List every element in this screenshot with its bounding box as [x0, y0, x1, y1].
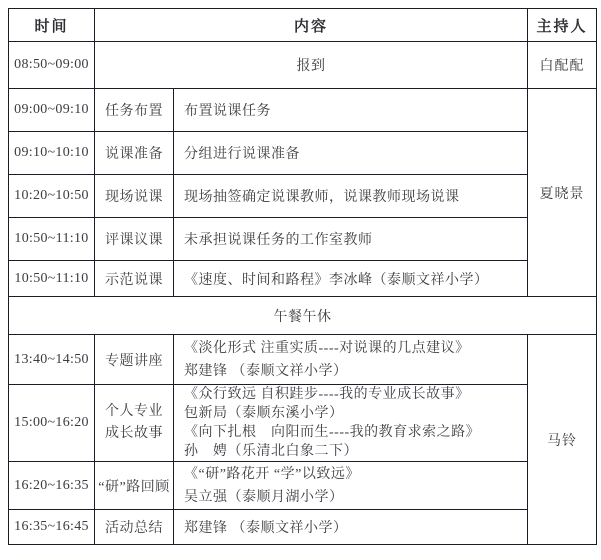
row-activity-summary	[9, 510, 597, 545]
row-demo-presentation	[9, 261, 597, 297]
header-time: 时间	[9, 9, 95, 42]
row-keynote-lecture	[9, 335, 597, 385]
time-cell: 09:10~10:10	[9, 132, 95, 175]
content-cell	[174, 385, 528, 462]
time-cell: 16:35~16:45	[9, 510, 95, 545]
content-cell: 《速度、时间和路程》李冰峰（泰顺文祥小学）	[174, 261, 528, 297]
content-cell	[174, 335, 528, 385]
lunch-cell: 午餐午休	[9, 297, 597, 335]
header-content: 内容	[95, 9, 528, 42]
time-cell: 09:00~09:10	[9, 89, 95, 132]
session-title-cell	[95, 385, 174, 462]
content-cell: 郑建锋 （泰顺文祥小学）	[174, 510, 528, 545]
session-title-cell: 专题讲座	[95, 335, 174, 385]
row-research-recap	[9, 462, 597, 510]
session-title-cell: 示范说课	[95, 261, 174, 297]
content-line: 吴立强（泰顺月湖小学）	[184, 489, 344, 505]
session-title-cell: “研”路回顾	[95, 462, 174, 510]
session-title-line: 成长故事	[105, 426, 163, 441]
host-cell: 夏晓景	[528, 89, 597, 297]
header-host: 主持人	[528, 9, 597, 42]
content-cell: 现场抽签确定说课教师，说课教师现场说课	[174, 175, 528, 218]
content-line: 《向下扎根 向阳而生----我的教育求索之路》	[184, 425, 481, 440]
content-cell: 未承担说课任务的工作室教师	[174, 218, 528, 261]
session-title-line: 个人专业	[105, 404, 163, 419]
row-growth-stories	[9, 385, 597, 462]
content-cell	[174, 462, 528, 510]
time-cell: 10:50~11:10	[9, 218, 95, 261]
row-checkin	[9, 42, 597, 89]
content-line: 郑建锋 （泰顺文祥小学）	[184, 363, 348, 379]
session-title-cell: 评课议课	[95, 218, 174, 261]
time-cell: 08:50~09:00	[9, 42, 95, 89]
host-cell: 白配配	[528, 42, 597, 89]
time-cell: 13:40~14:50	[9, 335, 95, 385]
content-line: 《淡化形式 注重实质----对说课的几点建议》	[184, 340, 470, 356]
host-cell: 马铃	[528, 335, 597, 545]
session-title-cell: 活动总结	[95, 510, 174, 545]
row-live-presentation	[9, 175, 597, 218]
time-cell: 16:20~16:35	[9, 462, 95, 510]
row-lunch-break	[9, 297, 597, 335]
session-title-cell: 说课准备	[95, 132, 174, 175]
content-cell: 布置说课任务	[174, 89, 528, 132]
content-line: 孙 娉（乐清北白象二下）	[184, 444, 358, 459]
header-row	[9, 9, 597, 42]
row-lesson-prep	[9, 132, 597, 175]
time-cell: 10:20~10:50	[9, 175, 95, 218]
row-lesson-review	[9, 218, 597, 261]
time-cell: 10:50~11:10	[9, 261, 95, 297]
session-title-cell: 现场说课	[95, 175, 174, 218]
content-cell: 分组进行说课准备	[174, 132, 528, 175]
content-cell: 报到	[95, 42, 528, 89]
content-line: 《众行致远 自积跬步----我的专业成长故事》	[184, 387, 470, 402]
time-cell: 15:00~16:20	[9, 385, 95, 462]
session-title-cell: 任务布置	[95, 89, 174, 132]
content-line: 包新局（泰顺东溪小学）	[184, 406, 344, 421]
content-line: 《“研”路花开 “学”以致远》	[184, 466, 360, 482]
schedule-table	[8, 8, 597, 545]
row-task-assignment	[9, 89, 597, 132]
